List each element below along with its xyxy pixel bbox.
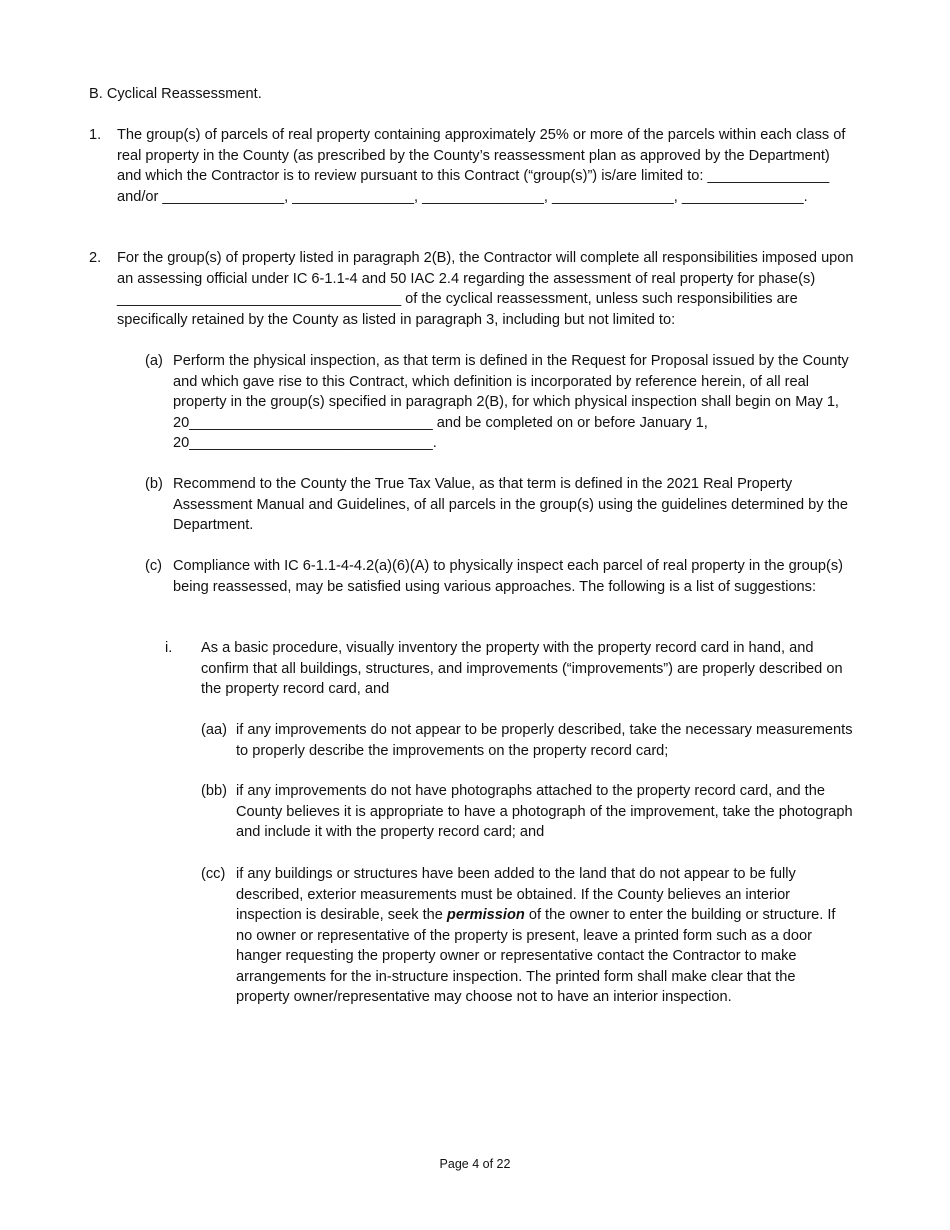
sub-item-text: Recommend to the County the True Tax Value, as that term is defined in the 2021 Real Property Assessment Manual and Guidelines, of all parcels in the group(s) using the guidelines determined by the Department. — [173, 476, 848, 533]
subsub-item-marker: (bb) — [201, 783, 227, 799]
sub-item-marker: (b) — [145, 476, 163, 492]
list-item-text: For the group(s) of property listed in paragraph 2(B), the Contractor will complete all responsibilities imposed upon an assessing official under IC 6-1.1-4 and 50 IAC 2.4 regarding the assessment of real property for phase(s) ___________________________________ of the cyclical reassessment, unless such responsibilities are specifically retained by the County as listed in paragraph 3, including but not limited to: — [117, 250, 854, 328]
list-item-text: The group(s) of parcels of real property containing approximately 25% or more of the parcels within each class of real property in the County (as prescribed by the County’s reassessment plan as approved by the Department) and which the Contractor is to review pursuant to this Contract (“group(s)”) is/are limited to: _______________ and/or _______________, _______________, _______________, _______________, _______________. — [117, 127, 846, 205]
text-before-emphasis: if any buildings or structures have been added to the land that do not appear to be fully described, exterior measurements must be obtained. If the County believes an interior inspection is desirable, seek the — [236, 866, 796, 923]
roman-item-text: As a basic procedure, visually inventory the property with the property record card in hand, and confirm that all buildings, structures, and improvements (“improvements”) are properly described on the property record card, and — [201, 640, 843, 697]
permission-emphasis: permission — [446, 907, 525, 923]
list-marker: 2. — [89, 250, 102, 266]
subsub-item-marker: (cc) — [201, 866, 226, 882]
subsub-item-marker: (aa) — [201, 722, 227, 738]
subsub-item-text — [236, 864, 848, 1008]
roman-item-marker: i. — [165, 640, 173, 656]
section-heading: B. Cyclical Reassessment. — [89, 86, 262, 102]
list-marker: 1. — [89, 127, 102, 143]
sub-item-marker: (a) — [145, 353, 163, 369]
subsub-item-text: if any improvements do not appear to be properly described, take the necessary measurements to properly describe the improvements on the property record card; — [236, 722, 853, 759]
sub-item-marker: (c) — [145, 558, 163, 574]
text-after-emphasis: of the owner to enter the building or structure. If no owner or representative of the property is present, leave a printed form such as a door hanger requesting the property owner or representative contact the Contractor to make arrangements for the in-structure inspection. The printed form shall make clear that the property owner/representative may choose not to have an interior inspection. — [236, 907, 836, 1005]
subsub-item-text: if any improvements do not have photographs attached to the property record card, and the County believes it is appropriate to have a photograph of the improvement, take the photograph and include it with the property record card; and — [236, 783, 853, 840]
sub-item-text: Compliance with IC 6-1.1-4-4.2(a)(6)(A) to physically inspect each parcel of real property in the group(s) being reassessed, may be satisfied using various approaches. The following is a list of suggestions: — [173, 558, 843, 595]
sub-item-text: Perform the physical inspection, as that term is defined in the Request for Proposal issued by the County and which gave rise to this Contract, which definition is incorporated by reference herein, of all real property in the group(s) specified in paragraph 2(B), for which physical inspection shall begin on May 1, 20______________________________ and be completed on or before January 1, 20______________________________. — [173, 353, 849, 451]
page-number-footer: Page 4 of 22 — [439, 1157, 511, 1171]
